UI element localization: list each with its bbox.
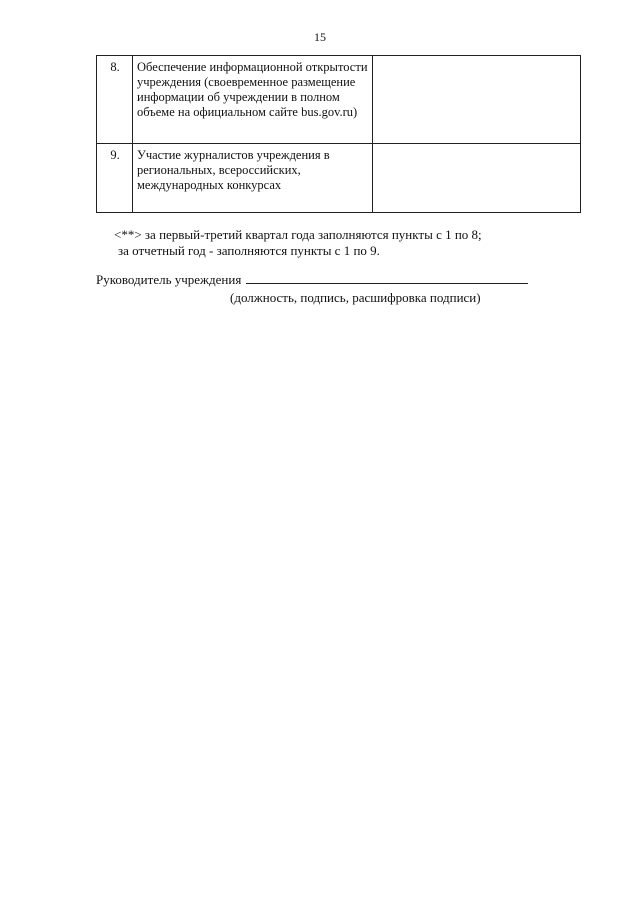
- row-value-cell: [373, 144, 581, 213]
- row-description: Обеспечение информационной открытости учреждения (своевременное размещение информации об учреждении в полном объеме на официальном сайте bus.gov.ru): [133, 56, 373, 144]
- row-number: 8.: [97, 56, 133, 144]
- footnote-line-2: за отчетный год - заполняются пункты с 1 по 9.: [118, 243, 380, 258]
- footnote-line-1: <**> за первый-третий квартал года заполняются пункты с 1 по 8;: [114, 227, 482, 242]
- signature-caption: (должность, подпись, расшифровка подписи): [230, 290, 481, 305]
- signature-label: Руководитель учреждения: [96, 272, 242, 287]
- table-row: [97, 56, 581, 144]
- report-table: [96, 55, 581, 213]
- page-number: 15: [314, 30, 326, 44]
- row-value-cell: [373, 56, 581, 144]
- signature-block: [96, 271, 528, 288]
- signature-line: [246, 271, 528, 284]
- footnote: [114, 227, 482, 259]
- row-description: Участие журналистов учреждения в региональных, всероссийских, международных конкурсах: [133, 144, 373, 213]
- table-row: [97, 144, 581, 213]
- row-number: 9.: [97, 144, 133, 213]
